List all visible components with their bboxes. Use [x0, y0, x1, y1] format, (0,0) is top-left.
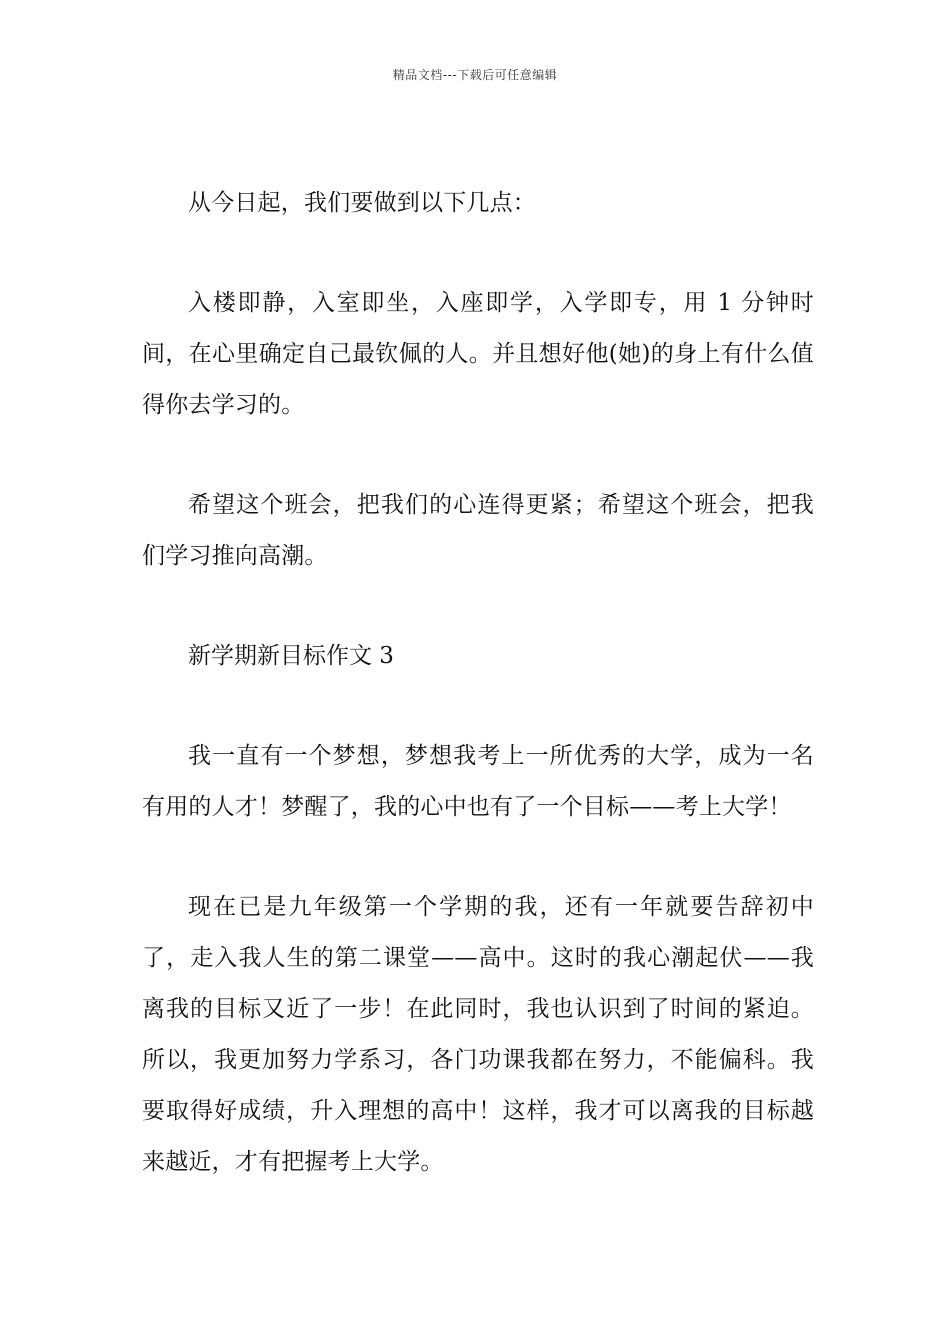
- paragraph-gap: [142, 431, 814, 480]
- page-header: 精品文档---下载后可任意编辑: [392, 68, 558, 82]
- paragraph-gap: [142, 682, 814, 731]
- paragraph-gap: [142, 833, 814, 882]
- paragraph-rules: 入楼即静，入室即坐，入座即学，入学即专，用 1 分钟时间，在心里确定自己最钦佩的人。并且想好他(她)的身上有什么值得你去学习的。: [142, 290, 814, 418]
- paragraph-gap: [142, 582, 814, 631]
- essay-heading: 新学期新目标作文 3: [188, 643, 394, 669]
- paragraph-intro: 从今日起，我们要做到以下几点：: [188, 190, 536, 216]
- paragraph-now: 现在已是九年级第一个学期的我，还有一年就要告辞初中了，走入我人生的第二课堂——高中。这时的我心潮起伏——我离我的目标又近了一步！在此同时，我也认识到了时间的紧迫。所以，我更加努力学系习，各门功课我都在努力，不能偏科。我要取得好成绩，升入理想的高中！这样，我才可以离我的目标越来越近，才有把握考上大学。: [142, 894, 814, 1175]
- paragraph-hope: 希望这个班会，把我们的心连得更紧；希望这个班会，把我们学习推向高潮。: [142, 492, 814, 569]
- paragraph-gap: [142, 229, 814, 278]
- document-body: [142, 178, 814, 1188]
- paragraph-dream: 我一直有一个梦想，梦想我考上一所优秀的大学，成为一名有用的人才！梦醒了，我的心中也有了一个目标——考上大学！: [142, 743, 814, 820]
